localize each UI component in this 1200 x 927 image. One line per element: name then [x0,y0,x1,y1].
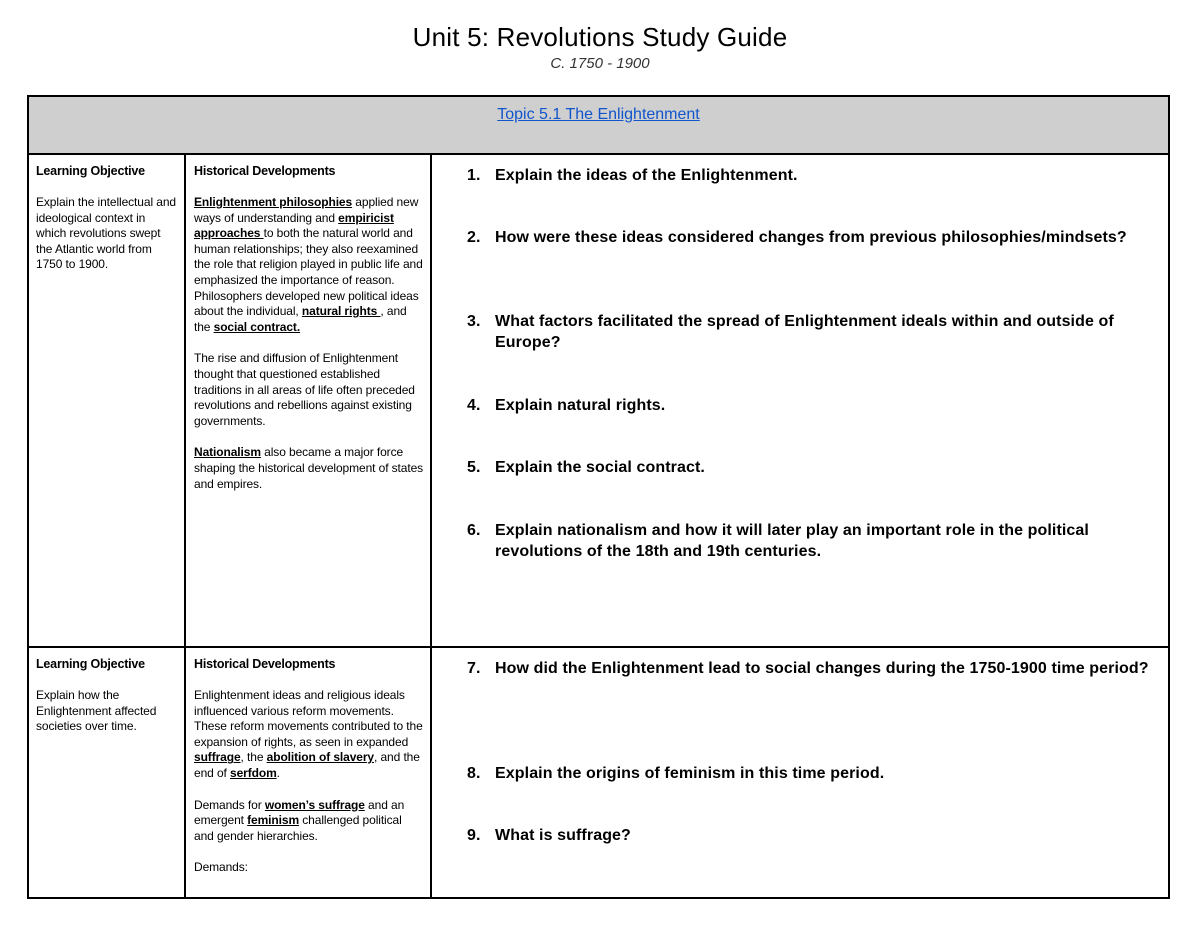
section-row-2 [29,648,1168,897]
development-paragraph [194,688,424,782]
question-item [467,165,1158,186]
learning-objective-heading: Learning Objective [36,657,145,671]
development-paragraph: The rise and diffusion of Enlightenment thought that questioned established traditions in all areas of life often preceded revolutions and rebellions against existing governments. [194,351,415,428]
historical-developments-heading: Historical Developments [194,164,336,178]
question-item [467,825,1158,846]
study-guide-table [27,95,1170,899]
question-number: 7. [467,660,481,677]
question-number: 5. [467,459,481,476]
keyword: social contract. [213,319,301,334]
keyword: feminism [247,813,300,828]
question-number: 3. [467,313,481,330]
question-item [467,457,1158,478]
text-run: Demands for [194,797,265,812]
question-number: 2. [467,229,481,246]
question-text: How were these ideas considered changes from previous philosophies/mindsets? [495,229,1127,246]
question-text: Explain nationalism and how it will later play an important role in the political revolutions of the 18th and 19th centuries. [495,522,1089,560]
questions-cell [432,155,1168,646]
question-number: 9. [467,827,481,844]
questions-cell [432,648,1168,897]
topic-header [29,97,1168,155]
learning-objective-text: Explain the intellectual and ideological context in which revolutions swept the Atlantic world from 1750 to 1900. [36,195,176,272]
historical-developments-cell [186,155,432,646]
question-text: Explain the social contract. [495,459,705,476]
keyword: suffrage [194,750,241,765]
question-number: 1. [467,167,481,184]
question-item [467,395,1158,416]
text-run: Enlightenment ideas and religious ideals influenced various reform movements. These reform movements contributed to the expansion of rights, as seen in expanded [194,688,423,749]
development-paragraph: Demands: [194,860,248,875]
development-paragraph [194,798,424,845]
development-paragraph [194,195,424,335]
keyword: serfdom [230,765,277,780]
page-subtitle: C. 1750 - 1900 [550,55,650,72]
question-text: Explain natural rights. [495,397,666,414]
text-run: and an emergent [194,797,405,828]
page-title: Unit 5: Revolutions Study Guide [412,22,788,52]
question-item [467,520,1158,562]
text-run: , and the end of [194,750,420,780]
keyword: Enlightenment philosophies [194,195,353,209]
question-text: What is suffrage? [495,827,631,844]
learning-objective-cell [29,155,186,646]
section-row-1 [29,155,1168,648]
question-number: 8. [467,765,481,782]
text-run: to both the natural world and human relationships; they also reexamined the role that religion played in public life and emphasized the importance of reason. Philosophers developed new political ideas about the individual, [194,226,423,319]
keyword: empiricist approaches [194,210,394,241]
text-run: also became a major force shaping the historical development of states and empires. [194,445,424,491]
historical-developments-heading: Historical Developments [194,657,336,671]
question-text: Explain the origins of feminism in this time period. [495,765,885,782]
text-run: , and the [194,304,407,334]
learning-objective-cell [29,648,186,897]
question-item [467,227,1158,248]
text-run: . [276,765,280,780]
development-paragraph [194,445,424,492]
historical-developments-cell [186,648,432,897]
keyword: natural rights [301,304,381,319]
keyword: Nationalism [194,445,261,460]
question-text: What factors facilitated the spread of Enlightenment ideals within and outside of Europe? [495,313,1114,351]
learning-objective-heading: Learning Objective [36,164,145,178]
question-item [467,311,1158,353]
text-run: applied new ways of understanding and [194,195,419,225]
question-item [467,763,1158,784]
question-text: How did the Enlightenment lead to social changes during the 1750-1900 time period? [495,660,1149,677]
text-run: challenged political and gender hierarchies. [194,813,402,843]
keyword: abolition of slavery [266,750,375,765]
question-text: Explain the ideas of the Enlightenment. [495,167,798,184]
question-item [467,658,1158,679]
learning-objective-text: Explain how the Enlightenment affected societies over time. [36,688,157,734]
text-run: , the [240,750,267,765]
question-number: 4. [467,397,481,414]
question-number: 6. [467,522,481,539]
keyword: women’s suffrage [264,797,365,812]
topic-link[interactable]: Topic 5.1 The Enlightenment [497,106,700,123]
